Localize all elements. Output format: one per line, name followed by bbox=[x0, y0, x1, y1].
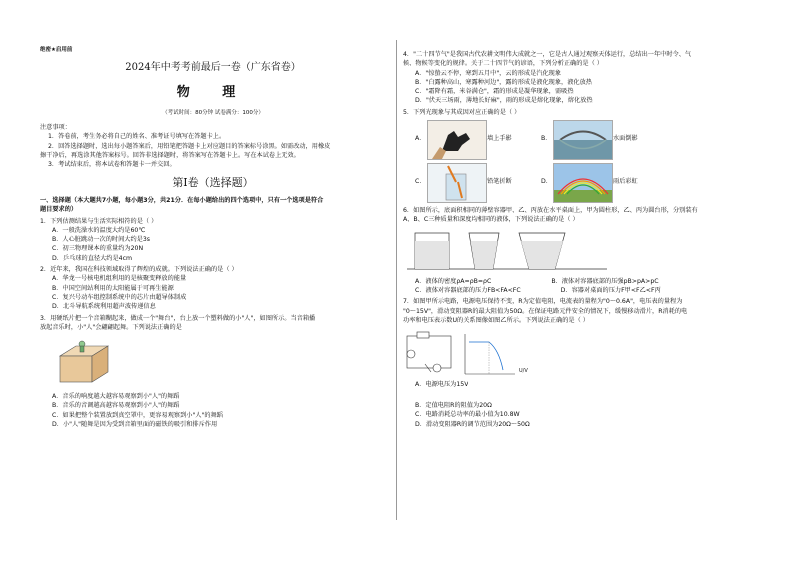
notice-item: 2．回答选择题时，选出每小题答案后，用铅笔把答题卡上对应题目的答案标号涂黑。如需改动，用橡皮 bbox=[48, 142, 331, 150]
option-letter: D． bbox=[541, 178, 552, 186]
option-letter: B． bbox=[541, 135, 552, 143]
q5-row-2 bbox=[403, 163, 763, 203]
option: A．液体的密度ρA=ρB=ρC bbox=[415, 277, 492, 285]
question-5-stem: 5．下列光现象与其成因对应正确的是（ ） bbox=[403, 108, 521, 116]
option-label: 墙上手影 bbox=[487, 135, 512, 143]
pencil-in-water-image bbox=[427, 163, 487, 203]
option: C．液体对容器底部的压力FB<FA<FC bbox=[415, 286, 521, 294]
option-letter: C． bbox=[415, 178, 426, 186]
question-2-stem: 2．近年来，我国在科技领域取得了辉煌的成就。下列说法正确的是（ ） bbox=[40, 266, 238, 274]
option: C．初三物理课本的重量约为20N bbox=[52, 245, 144, 253]
question-1-stem: 1．下列估测结果与生活实际相符的是（ ） bbox=[40, 217, 158, 225]
three-containers-diagram bbox=[407, 229, 607, 271]
option-label: 雨后彩虹 bbox=[613, 178, 638, 186]
notice-title: 注意事项： bbox=[40, 124, 71, 131]
option: B．音乐的音调越高越容易观察到小"人"的舞蹈 bbox=[52, 402, 180, 410]
left-column bbox=[40, 40, 386, 429]
circuit-figure bbox=[403, 328, 763, 398]
subject-title: 物 理 bbox=[176, 85, 250, 101]
option: B．定值电阻R的阻值为20Ω bbox=[415, 402, 492, 410]
hand-shadow-image bbox=[427, 120, 487, 160]
option: D．容器对桌面的压力F甲<F乙<F丙 bbox=[560, 286, 661, 294]
option: C．如果把整个装置放到真空罩中，更容易观察到小"人"的舞蹈 bbox=[52, 411, 223, 419]
option: B．人心脏跳动一次的时间大约是3s bbox=[52, 236, 151, 244]
option: C．电路消耗总功率的最小值为10.8W bbox=[415, 411, 520, 419]
option: D．滑动变阻器R的调节范围为20Ω～50Ω bbox=[415, 420, 530, 428]
question-7-stem-cont: "0～15V"，滑动变阻器R的最大阻值为50Ω。在保证电路元件安全的情况下，缓慢移动滑片，R消耗的电 bbox=[403, 307, 688, 315]
right-column bbox=[403, 50, 763, 429]
circuit-and-graph bbox=[403, 330, 533, 378]
option: B．液体对容器底部的压强pB>pA>pC bbox=[551, 277, 659, 285]
option: A．音乐的响度越大越容易观察到小"人"的舞蹈 bbox=[52, 393, 180, 401]
question-4-stem: 4．"二十四节气"是我国古代农耕文明伟大成就之一，它是古人通过观察天体运行，总结出一年中时令、气 bbox=[403, 51, 692, 58]
section-title-cont: 题目要求的） bbox=[40, 206, 78, 214]
option: B．中国空间站利用的太阳能属于可再生能源 bbox=[52, 284, 174, 292]
option-row bbox=[403, 277, 763, 286]
rainbow-image bbox=[553, 163, 613, 203]
question-6-stem: 6．如图所示，底面积相同的薄壁容器甲、乙、丙放在水平桌面上，甲为圆柱形，乙、丙为圆台形，分别装有 bbox=[403, 207, 698, 215]
option: A．电源电压为15V bbox=[415, 381, 469, 389]
bridge-reflection-image bbox=[553, 120, 613, 160]
option: C．复兴号动车组控制系统中的芯片由超导体制成 bbox=[52, 293, 187, 301]
option-label: 铅笔折断 bbox=[487, 178, 512, 186]
option: C．"霜降有霜，米谷满仓"，霜的形成是凝华现象，需吸热 bbox=[415, 88, 574, 96]
question-7-stem-cont: 功率和电压表示数U的关系图像如图乙所示。下列说法正确的是（ ） bbox=[403, 316, 589, 324]
graph-axis-label: U/V bbox=[519, 368, 528, 375]
exam-title: 2024年中考考前最后一卷（广东省卷） bbox=[125, 62, 301, 74]
q5-row-1 bbox=[403, 120, 763, 160]
option-row bbox=[403, 286, 763, 295]
option-letter: A． bbox=[415, 135, 426, 143]
question-3-stem-cont: 放起音乐时，小"人"会翩翩起舞。下列说法正确的是 bbox=[40, 323, 182, 331]
exam-info: （考试时间：80分钟 试卷满分：100分） bbox=[162, 109, 264, 116]
option: A．华龙一号核电机组利用的是核聚变释放的能量 bbox=[52, 275, 187, 283]
notice-item: 擦干净后，再选涂其他答案标号。回答非选择题时，将答案写在答题卡上。写在本试卷上无效。 bbox=[40, 151, 300, 159]
column-divider bbox=[396, 40, 397, 520]
option: D．小"人"随舞是因为受到音箱里面的磁铁的吸引和排斥作用 bbox=[52, 421, 218, 429]
containers-figure bbox=[407, 229, 763, 273]
question-4-stem-cont: 候、物候等变化的规律。关于二十四节气的谚语，下列分析正确的是（ ） bbox=[403, 60, 603, 68]
section-title: 一、选择题（本大题共7小题，每小题3分，共21分．在每小题给出的四个选项中，只有一个选项是符合 bbox=[40, 196, 324, 204]
speaker-box-illustration bbox=[52, 336, 122, 386]
option: A．一般洗澡水的温度大约是60℃ bbox=[52, 226, 146, 234]
notice-item: 1．答卷前，考生务必将自己的姓名、准考证号填写在答题卡上。 bbox=[48, 133, 226, 141]
question-6-stem-cont: A、B、C三种质量和深度均相同的液体，下列说法正确的是（ ） bbox=[403, 216, 579, 224]
notice-item: 3．考试结束后，将本试卷和答题卡一并交回。 bbox=[48, 161, 176, 169]
option: D．北斗导航系统利用超声波传递信息 bbox=[52, 303, 156, 311]
option: D．"伏天三场雨，薄地长好麻"，雨的形成是熔化现象，熔化放热 bbox=[415, 97, 593, 105]
part-title: 第Ⅰ卷（选择题） bbox=[172, 176, 254, 190]
question-3-stem: 3．用硬纸片把一个音箱糊起来，做成一个"舞台"，台上放一个塑料做的小"人"，如图所示。当音箱播 bbox=[40, 314, 316, 322]
question-7-stem: 7．如图甲所示电路，电源电压保持不变，R为定值电阻，电流表的量程为"0～0.6A"，电压表的量程为 bbox=[403, 298, 683, 306]
secret-label: 绝密★启用前 bbox=[40, 47, 73, 53]
speaker-stage-figure bbox=[52, 336, 386, 388]
option: D．乒乓球的直径大约是4cm bbox=[52, 254, 133, 262]
option-label: 水面倒影 bbox=[613, 135, 638, 143]
option: A．"惊蛰云不停，寒到五月中"，云的形成是汽化现象 bbox=[415, 69, 562, 77]
option: B．"白露种高山，寒露种河边"，露的形成是液化现象，液化放热 bbox=[415, 78, 592, 86]
